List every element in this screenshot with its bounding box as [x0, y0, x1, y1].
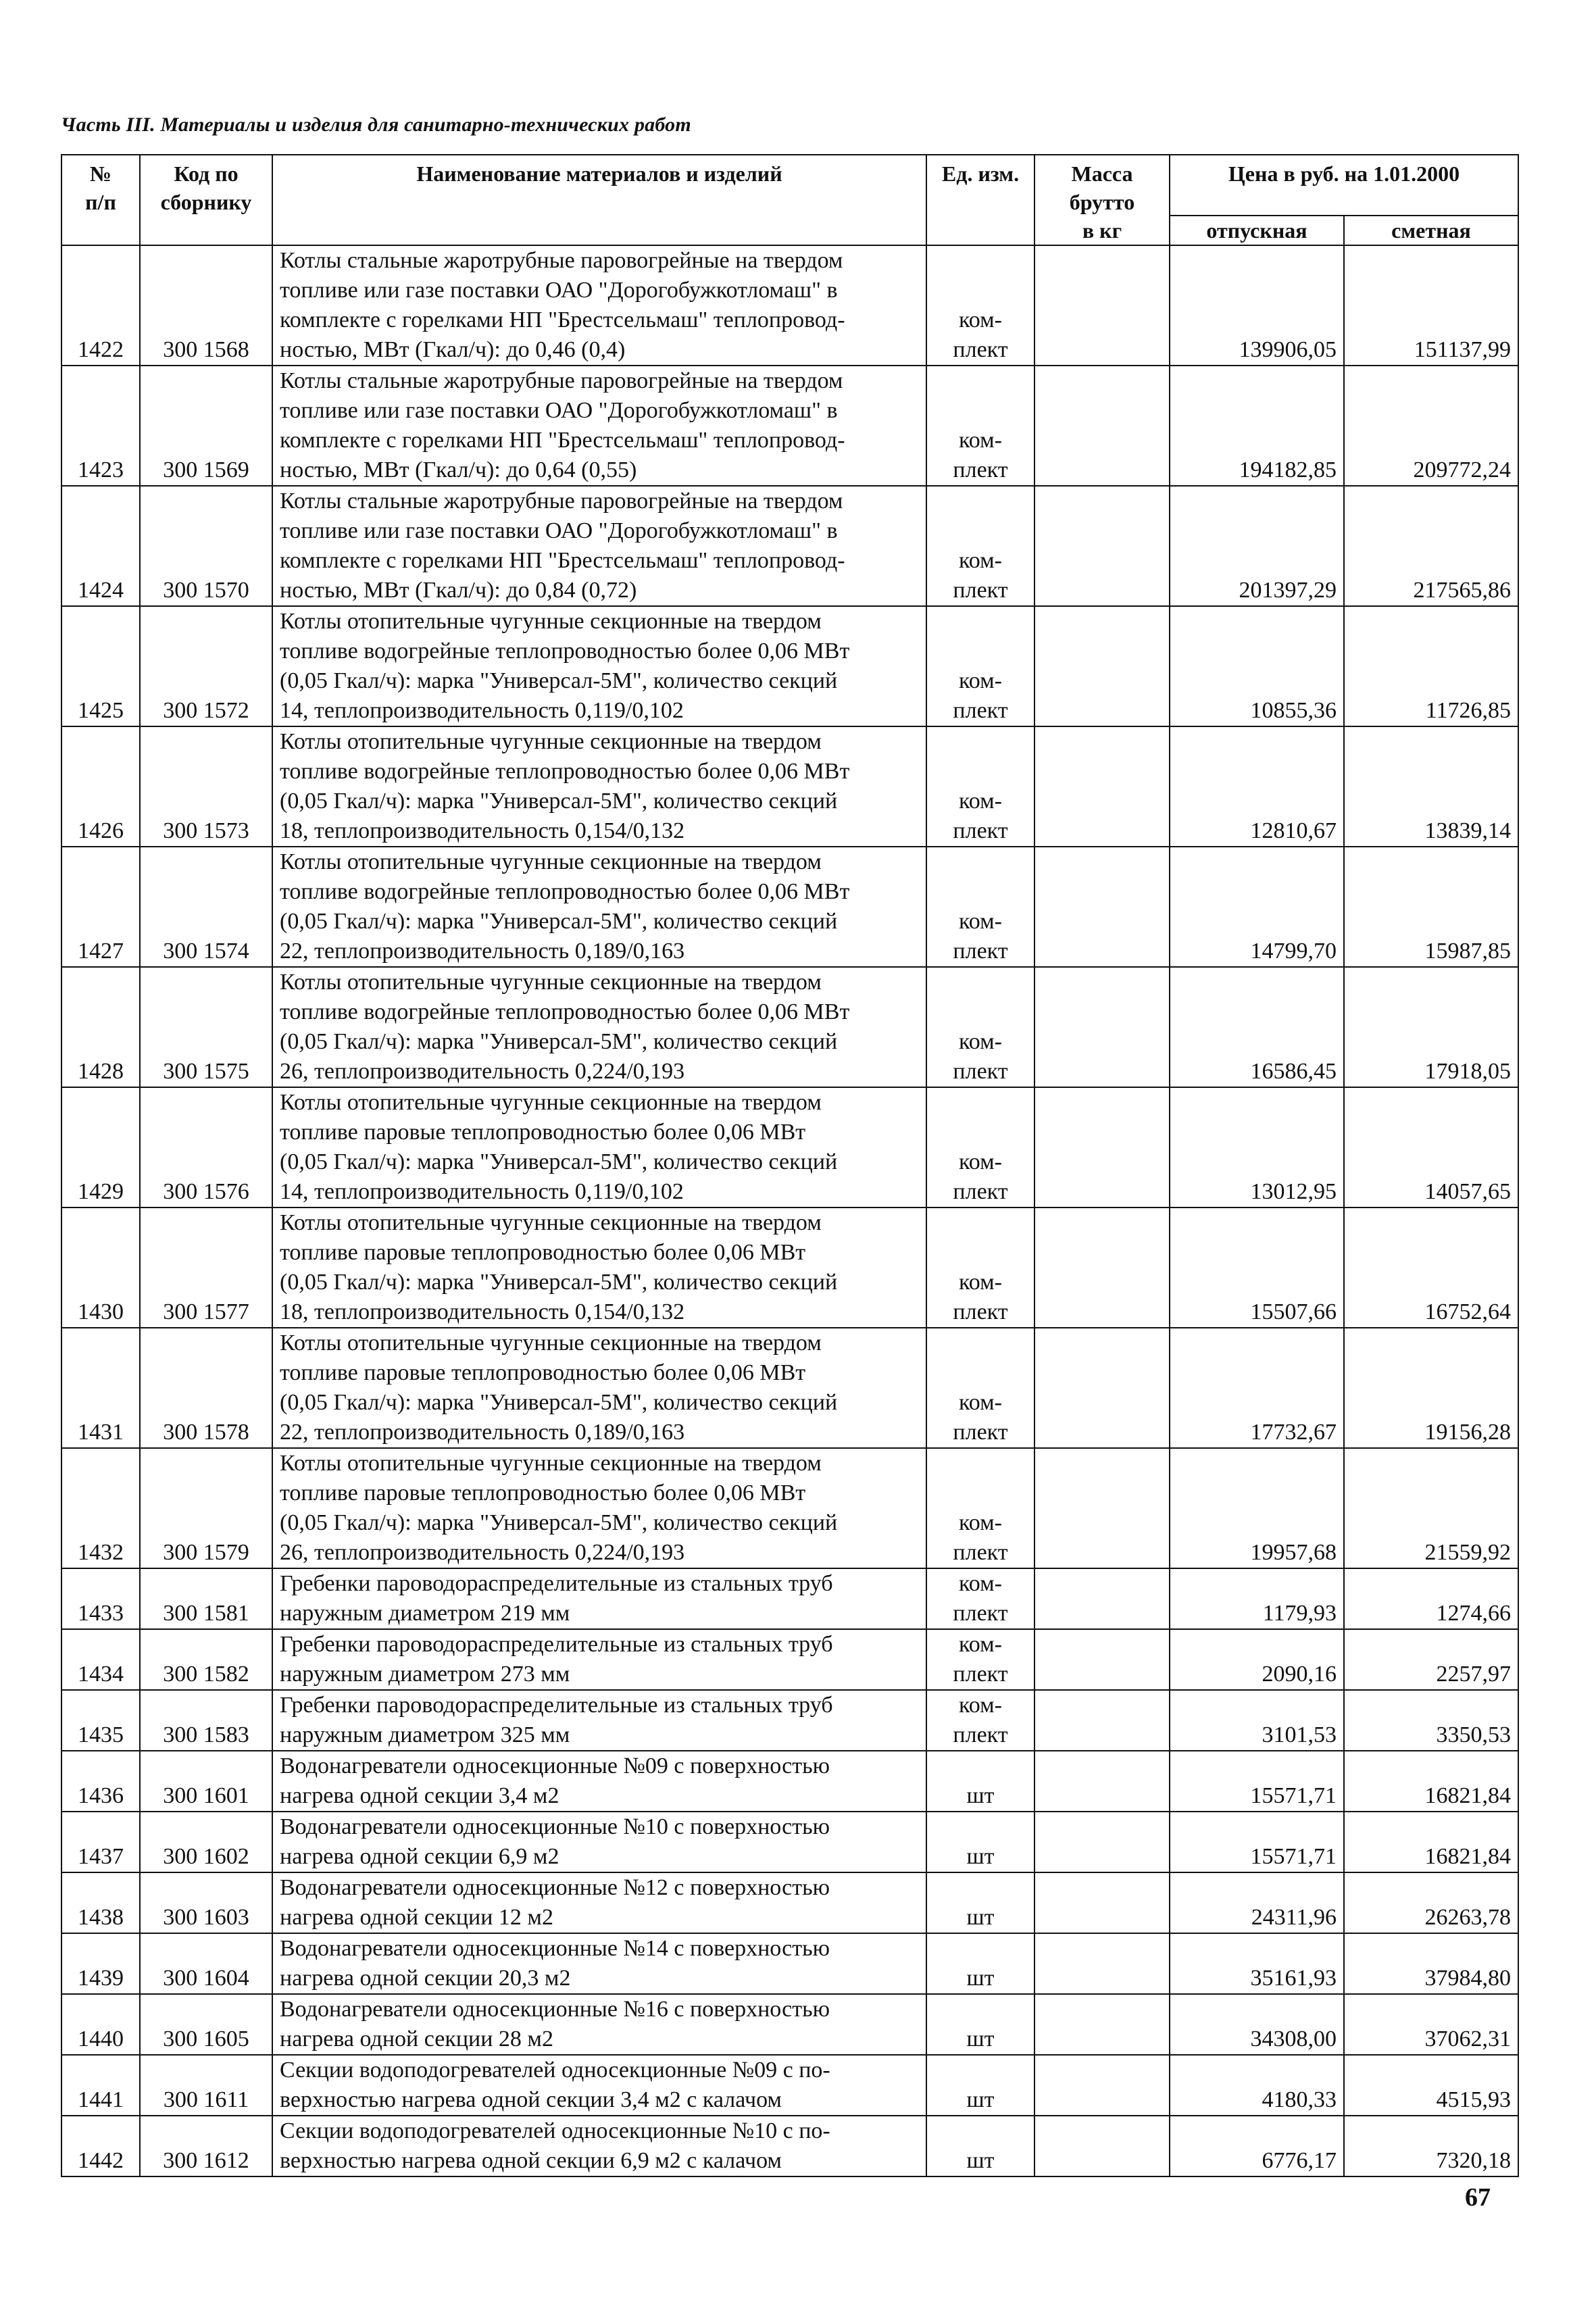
row-mass	[1034, 967, 1170, 1087]
row-price-release: 10855,36	[1170, 606, 1344, 726]
row-name-line: Гребенки пароводораспределительные из стальных труб	[280, 1571, 833, 1596]
row-unit-line: шт	[966, 2026, 995, 2051]
row-mass	[1034, 1933, 1170, 1994]
row-mass	[1034, 847, 1170, 967]
row-price-release: 24311,96	[1170, 1872, 1344, 1933]
row-unit-line: ком-	[959, 1149, 1002, 1174]
row-name-line: ностью, МВт (Гкал/ч): до 0,46 (0,4)	[280, 337, 626, 362]
row-name-line: ностью, МВт (Гкал/ч): до 0,64 (0,55)	[280, 457, 637, 482]
row-mass	[1034, 1690, 1170, 1751]
row-name-line: Водонагреватели односекционные №16 с поверхностью	[280, 1997, 830, 2022]
row-name-line: Водонагреватели односекционные №14 с поверхностью	[280, 1936, 830, 1961]
row-name-line: топливе паровые теплопроводностью более 0,06 МВт	[280, 1360, 806, 1385]
row-name-line: топливе или газе поставки ОАО "Дорогобужкотломаш" в	[280, 278, 838, 303]
row-number: 1434	[61, 1629, 140, 1690]
row-number: 1437	[61, 1812, 140, 1872]
row-code: 300 1601	[140, 1751, 272, 1812]
row-price-estimate: 7320,18	[1344, 2116, 1518, 2176]
row-price-estimate: 151137,99	[1344, 245, 1518, 366]
row-number: 1439	[61, 1933, 140, 1994]
row-name-line: Котлы стальные жаротрубные паровогрейные на твердом	[280, 368, 843, 393]
row-unit-line: плект	[953, 698, 1008, 723]
row-name	[272, 1690, 926, 1751]
row-mass	[1034, 1568, 1170, 1629]
row-name-line: наружным диаметром 219 мм	[280, 1601, 570, 1626]
row-name-line: Котлы отопительные чугунные секционные на твердом	[280, 849, 822, 874]
row-unit-line: ком-	[959, 1390, 1002, 1415]
row-unit	[926, 1328, 1034, 1448]
table-row	[61, 1629, 1518, 1690]
row-unit	[926, 606, 1034, 726]
row-mass	[1034, 1208, 1170, 1328]
row-name-line: топливе паровые теплопроводностью более 0,06 МВт	[280, 1480, 806, 1505]
row-price-release: 2090,16	[1170, 1629, 1344, 1690]
row-name-line: наружным диаметром 325 мм	[280, 1722, 570, 1747]
row-code: 300 1574	[140, 847, 272, 967]
row-price-estimate: 1274,66	[1344, 1568, 1518, 1629]
row-name-line: топливе паровые теплопроводностью более 0,06 МВт	[280, 1120, 806, 1145]
row-price-estimate: 2257,97	[1344, 1629, 1518, 1690]
header-code: Код по сборнику	[140, 155, 272, 245]
row-name	[272, 366, 926, 486]
table-row	[61, 1994, 1518, 2055]
row-name-line: (0,05 Гкал/ч): марка "Универсал-5М", количество секций	[280, 668, 838, 693]
row-unit-line: ком-	[959, 548, 1002, 573]
row-code: 300 1578	[140, 1328, 272, 1448]
row-code: 300 1604	[140, 1933, 272, 1994]
row-name-line: 26, теплопроизводительность 0,224/0,193	[280, 1059, 685, 1084]
row-code: 300 1576	[140, 1087, 272, 1208]
row-name	[272, 1751, 926, 1812]
row-price-estimate: 37984,80	[1344, 1933, 1518, 1994]
row-name-line: топливе водогрейные теплопроводностью более 0,06 МВт	[280, 999, 850, 1024]
row-name-line: топливе водогрейные теплопроводностью более 0,06 МВт	[280, 879, 850, 904]
row-name	[272, 245, 926, 366]
row-unit	[926, 2055, 1034, 2116]
row-name-line: (0,05 Гкал/ч): марка "Универсал-5М", количество секций	[280, 1149, 838, 1174]
row-name-line: Гребенки пароводораспределительные из стальных труб	[280, 1632, 833, 1657]
row-price-estimate: 16752,64	[1344, 1208, 1518, 1328]
row-price-release: 14799,70	[1170, 847, 1344, 967]
table-row	[61, 366, 1518, 486]
row-name-line: (0,05 Гкал/ч): марка "Универсал-5М", количество секций	[280, 909, 838, 934]
row-unit	[926, 967, 1034, 1087]
row-mass	[1034, 1629, 1170, 1690]
table-row	[61, 1690, 1518, 1751]
table-row	[61, 967, 1518, 1087]
row-unit	[926, 2116, 1034, 2176]
row-name-line: нагрева одной секции 20,3 м2	[280, 1966, 571, 1991]
row-name-line: 18, теплопроизводительность 0,154/0,132	[280, 818, 685, 843]
row-name	[272, 1629, 926, 1690]
table-body	[61, 245, 1518, 2176]
row-unit	[926, 1872, 1034, 1933]
row-name-line: топливе водогрейные теплопроводностью более 0,06 МВт	[280, 639, 850, 664]
table-row	[61, 606, 1518, 726]
row-name-line: нагрева одной секции 3,4 м2	[280, 1783, 559, 1808]
row-name-line: комплекте с горелками НП "Брестсельмаш" теплопровод-	[280, 428, 845, 453]
row-price-release: 1179,93	[1170, 1568, 1344, 1629]
row-mass	[1034, 2116, 1170, 2176]
row-name-line: (0,05 Гкал/ч): марка "Универсал-5М", количество секций	[280, 789, 838, 814]
row-unit-line: шт	[966, 2148, 995, 2173]
table-row	[61, 1328, 1518, 1448]
row-name-line: наружным диаметром 273 мм	[280, 1662, 570, 1687]
row-number: 1429	[61, 1087, 140, 1208]
row-mass	[1034, 1994, 1170, 2055]
row-price-estimate: 17918,05	[1344, 967, 1518, 1087]
row-unit	[926, 1812, 1034, 1872]
row-unit-line: ком-	[959, 307, 1002, 332]
row-name	[272, 2055, 926, 2116]
row-unit-line: ком-	[959, 789, 1002, 814]
row-number: 1436	[61, 1751, 140, 1812]
row-name-line: Котлы отопительные чугунные секционные на твердом	[280, 1451, 822, 1476]
row-name-line: 14, теплопроизводительность 0,119/0,102	[280, 698, 684, 723]
row-unit-line: плект	[953, 1722, 1008, 1747]
row-unit-line: ком-	[959, 1571, 1002, 1596]
header-mass: Масса брутто в кг	[1034, 155, 1170, 245]
row-name-line: комплекте с горелками НП "Брестсельмаш" теплопровод-	[280, 548, 845, 573]
row-name-line: Котлы стальные жаротрубные паровогрейные на твердом	[280, 489, 843, 514]
row-code: 300 1612	[140, 2116, 272, 2176]
row-name-line: топливе или газе поставки ОАО "Дорогобужкотломаш" в	[280, 398, 838, 423]
row-unit-line: шт	[966, 1966, 995, 1991]
row-unit-line: плект	[953, 939, 1008, 964]
row-price-estimate: 16821,84	[1344, 1751, 1518, 1812]
row-mass	[1034, 1872, 1170, 1933]
row-price-estimate: 209772,24	[1344, 366, 1518, 486]
row-number: 1442	[61, 2116, 140, 2176]
row-price-estimate: 16821,84	[1344, 1812, 1518, 1872]
row-number: 1435	[61, 1690, 140, 1751]
row-unit-line: ком-	[959, 909, 1002, 934]
row-name-line: (0,05 Гкал/ч): марка "Универсал-5М", количество секций	[280, 1270, 838, 1295]
row-name-line: (0,05 Гкал/ч): марка "Универсал-5М", количество секций	[280, 1029, 838, 1054]
row-name-line: Котлы отопительные чугунные секционные на твердом	[280, 609, 822, 634]
row-name-line: (0,05 Гкал/ч): марка "Универсал-5М", количество секций	[280, 1390, 838, 1415]
row-unit-line: ком-	[959, 1693, 1002, 1718]
row-name-line: Водонагреватели односекционные №09 с поверхностью	[280, 1753, 830, 1778]
row-unit-line: плект	[953, 1059, 1008, 1084]
row-name-line: Котлы отопительные чугунные секционные на твердом	[280, 1090, 822, 1115]
row-code: 300 1572	[140, 606, 272, 726]
row-name-line: нагрева одной секции 28 м2	[280, 2026, 553, 2051]
table-row	[61, 1812, 1518, 1872]
row-code: 300 1611	[140, 2055, 272, 2116]
row-name	[272, 1872, 926, 1933]
row-unit	[926, 1208, 1034, 1328]
row-name	[272, 967, 926, 1087]
row-price-release: 15571,71	[1170, 1751, 1344, 1812]
row-unit	[926, 245, 1034, 366]
price-table	[61, 154, 1519, 2177]
row-price-estimate: 13839,14	[1344, 726, 1518, 847]
row-name-line: 26, теплопроизводительность 0,224/0,193	[280, 1540, 685, 1565]
row-unit-line: ком-	[959, 668, 1002, 693]
row-name	[272, 726, 926, 847]
row-name	[272, 486, 926, 606]
row-price-estimate: 3350,53	[1344, 1690, 1518, 1751]
row-name-line: 18, теплопроизводительность 0,154/0,132	[280, 1299, 685, 1324]
row-name	[272, 847, 926, 967]
row-name-line: Водонагреватели односекционные №12 с поверхностью	[280, 1875, 830, 1900]
row-mass	[1034, 606, 1170, 726]
row-unit-line: плект	[953, 1662, 1008, 1687]
row-unit-line: плект	[953, 818, 1008, 843]
header-price-release: отпускная	[1170, 216, 1344, 245]
row-unit	[926, 1568, 1034, 1629]
row-unit	[926, 366, 1034, 486]
row-mass	[1034, 1751, 1170, 1812]
row-price-estimate: 21559,92	[1344, 1448, 1518, 1568]
row-number: 1423	[61, 366, 140, 486]
row-price-estimate: 15987,85	[1344, 847, 1518, 967]
page-number: 67	[1465, 2183, 1491, 2212]
table-row	[61, 245, 1518, 366]
header-price-group: Цена в руб. на 1.01.2000	[1170, 155, 1518, 216]
row-code: 300 1568	[140, 245, 272, 366]
row-name	[272, 1208, 926, 1328]
table-row	[61, 1568, 1518, 1629]
row-unit	[926, 847, 1034, 967]
row-price-release: 139906,05	[1170, 245, 1344, 366]
row-number: 1427	[61, 847, 140, 967]
row-price-release: 19957,68	[1170, 1448, 1344, 1568]
row-mass	[1034, 1812, 1170, 1872]
row-price-release: 35161,93	[1170, 1933, 1344, 1994]
row-number: 1433	[61, 1568, 140, 1629]
row-unit-line: ком-	[959, 1632, 1002, 1657]
row-code: 300 1582	[140, 1629, 272, 1690]
row-unit	[926, 1087, 1034, 1208]
row-unit-line: шт	[966, 1905, 995, 1930]
row-number: 1428	[61, 967, 140, 1087]
row-name-line: Котлы отопительные чугунные секционные на твердом	[280, 729, 822, 754]
row-name	[272, 1328, 926, 1448]
row-name-line: топливе водогрейные теплопроводностью более 0,06 МВт	[280, 759, 850, 784]
row-price-estimate: 26263,78	[1344, 1872, 1518, 1933]
row-name-line: Котлы отопительные чугунные секционные на твердом	[280, 970, 822, 995]
row-unit	[926, 1629, 1034, 1690]
row-unit	[926, 1448, 1034, 1568]
row-name-line: Водонагреватели односекционные №10 с поверхностью	[280, 1814, 830, 1839]
row-name	[272, 2116, 926, 2176]
row-mass	[1034, 1328, 1170, 1448]
row-code: 300 1569	[140, 366, 272, 486]
table-row	[61, 847, 1518, 967]
row-name-line: верхностью нагрева одной секции 6,9 м2 с калачом	[280, 2148, 782, 2173]
row-code: 300 1579	[140, 1448, 272, 1568]
table-header	[61, 155, 1518, 245]
row-unit	[926, 1994, 1034, 2055]
row-price-estimate: 19156,28	[1344, 1328, 1518, 1448]
row-unit	[926, 1933, 1034, 1994]
row-number: 1430	[61, 1208, 140, 1328]
row-mass	[1034, 366, 1170, 486]
row-code: 300 1570	[140, 486, 272, 606]
row-price-release: 3101,53	[1170, 1690, 1344, 1751]
row-price-release: 4180,33	[1170, 2055, 1344, 2116]
header-name: Наименование материалов и изделий	[272, 155, 926, 245]
header-num: № п/п	[61, 155, 140, 245]
row-unit	[926, 1690, 1034, 1751]
row-code: 300 1583	[140, 1690, 272, 1751]
row-unit-line: шт	[966, 2087, 995, 2112]
row-name-line: 14, теплопроизводительность 0,119/0,102	[280, 1179, 684, 1204]
row-name-line: Секции водоподогревателей односекционные №09 с по-	[280, 2058, 830, 2083]
row-name	[272, 1087, 926, 1208]
row-unit	[926, 1751, 1034, 1812]
table-row	[61, 726, 1518, 847]
table-row	[61, 1872, 1518, 1933]
row-number: 1432	[61, 1448, 140, 1568]
row-name-line: нагрева одной секции 12 м2	[280, 1905, 553, 1930]
row-price-release: 34308,00	[1170, 1994, 1344, 2055]
row-price-estimate: 37062,31	[1344, 1994, 1518, 2055]
row-name-line: нагрева одной секции 6,9 м2	[280, 1844, 559, 1869]
row-code: 300 1581	[140, 1568, 272, 1629]
row-unit-line: плект	[953, 337, 1008, 362]
table-row	[61, 1208, 1518, 1328]
table-row	[61, 1751, 1518, 1812]
row-number: 1441	[61, 2055, 140, 2116]
row-price-release: 201397,29	[1170, 486, 1344, 606]
row-mass	[1034, 245, 1170, 366]
row-name-line: ностью, МВт (Гкал/ч): до 0,84 (0,72)	[280, 578, 637, 603]
row-name	[272, 1812, 926, 1872]
row-number: 1438	[61, 1872, 140, 1933]
row-number: 1422	[61, 245, 140, 366]
header-price-estimate: сметная	[1344, 216, 1518, 245]
table-row	[61, 1448, 1518, 1568]
row-name	[272, 1568, 926, 1629]
row-price-estimate: 217565,86	[1344, 486, 1518, 606]
row-name	[272, 606, 926, 726]
row-price-release: 15507,66	[1170, 1208, 1344, 1328]
table-row	[61, 1933, 1518, 1994]
row-name-line: 22, теплопроизводительность 0,189/0,163	[280, 1420, 685, 1445]
row-name-line: комплекте с горелками НП "Брестсельмаш" теплопровод-	[280, 307, 845, 332]
row-name	[272, 1994, 926, 2055]
row-name-line: Котлы стальные жаротрубные паровогрейные на твердом	[280, 248, 843, 273]
row-unit-line: ком-	[959, 1270, 1002, 1295]
row-name-line: 22, теплопроизводительность 0,189/0,163	[280, 939, 685, 964]
row-code: 300 1602	[140, 1812, 272, 1872]
row-name-line: Секции водоподогревателей односекционные №10 с по-	[280, 2118, 830, 2143]
row-price-estimate: 14057,65	[1344, 1087, 1518, 1208]
row-price-release: 16586,45	[1170, 967, 1344, 1087]
row-code: 300 1575	[140, 967, 272, 1087]
table-row	[61, 1087, 1518, 1208]
row-price-release: 15571,71	[1170, 1812, 1344, 1872]
row-price-release: 6776,17	[1170, 2116, 1344, 2176]
row-unit-line: плект	[953, 1601, 1008, 1626]
table-row	[61, 2116, 1518, 2176]
row-unit-line: ком-	[959, 1029, 1002, 1054]
row-unit-line: плект	[953, 578, 1008, 603]
row-price-release: 17732,67	[1170, 1328, 1344, 1448]
row-number: 1440	[61, 1994, 140, 2055]
row-unit-line: плект	[953, 1540, 1008, 1565]
row-mass	[1034, 1448, 1170, 1568]
row-mass	[1034, 2055, 1170, 2116]
row-number: 1431	[61, 1328, 140, 1448]
row-name-line: Гребенки пароводораспределительные из стальных труб	[280, 1693, 833, 1718]
row-unit	[926, 486, 1034, 606]
row-name-line: Котлы отопительные чугунные секционные на твердом	[280, 1330, 822, 1355]
row-unit-line: плект	[953, 1299, 1008, 1324]
row-unit-line: шт	[966, 1783, 995, 1808]
row-price-release: 12810,67	[1170, 726, 1344, 847]
row-name	[272, 1448, 926, 1568]
row-code: 300 1603	[140, 1872, 272, 1933]
table-row	[61, 2055, 1518, 2116]
row-code: 300 1573	[140, 726, 272, 847]
row-price-release: 13012,95	[1170, 1087, 1344, 1208]
row-number: 1425	[61, 606, 140, 726]
table-row	[61, 486, 1518, 606]
row-unit-line: плект	[953, 1179, 1008, 1204]
header-unit: Ед. изм.	[926, 155, 1034, 245]
row-name-line: верхностью нагрева одной секции 3,4 м2 с калачом	[280, 2087, 782, 2112]
row-unit-line: плект	[953, 457, 1008, 482]
row-name-line: топливе или газе поставки ОАО "Дорогобужкотломаш" в	[280, 518, 838, 543]
row-code: 300 1577	[140, 1208, 272, 1328]
row-unit-line: ком-	[959, 1510, 1002, 1535]
row-unit	[926, 726, 1034, 847]
row-price-release: 194182,85	[1170, 366, 1344, 486]
row-unit-line: ком-	[959, 428, 1002, 453]
row-name-line: Котлы отопительные чугунные секционные на твердом	[280, 1210, 822, 1235]
row-name	[272, 1933, 926, 1994]
row-number: 1426	[61, 726, 140, 847]
row-price-estimate: 11726,85	[1344, 606, 1518, 726]
row-unit-line: плект	[953, 1420, 1008, 1445]
running-head: Часть III. Материалы и изделия для санитарно-технических работ	[61, 114, 691, 136]
row-price-estimate: 4515,93	[1344, 2055, 1518, 2116]
row-mass	[1034, 486, 1170, 606]
row-name-line: (0,05 Гкал/ч): марка "Универсал-5М", количество секций	[280, 1510, 838, 1535]
row-mass	[1034, 1087, 1170, 1208]
row-unit-line: шт	[966, 1844, 995, 1869]
row-code: 300 1605	[140, 1994, 272, 2055]
row-name-line: топливе паровые теплопроводностью более 0,06 МВт	[280, 1240, 806, 1265]
row-mass	[1034, 726, 1170, 847]
row-number: 1424	[61, 486, 140, 606]
